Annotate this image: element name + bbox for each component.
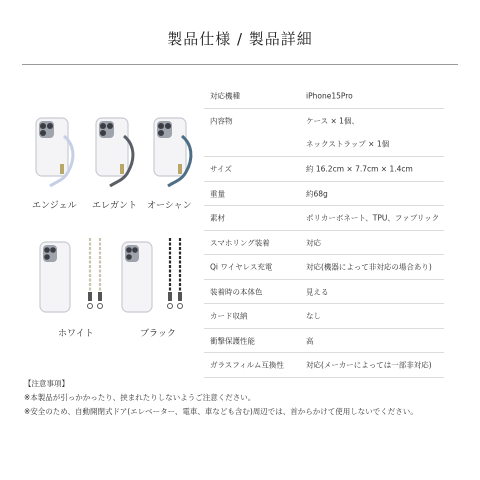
spec-row <box>204 280 444 304</box>
spec-value: 高 <box>306 336 314 345</box>
variant-label-elegant: エレガント <box>92 201 138 211</box>
case-ocean-image <box>152 116 198 190</box>
spec-row <box>204 109 444 132</box>
spec-value: 約 16.2cm × 7.7cm × 1.4cm <box>306 164 413 174</box>
spec-row <box>204 157 444 182</box>
strap-white-image <box>84 236 106 316</box>
case-angel-image <box>34 116 80 190</box>
spec-row <box>204 231 444 255</box>
spec-value: ポリカーボネート、TPU、ファブリック <box>306 213 440 223</box>
strap-black-image <box>164 236 186 316</box>
spec-key: スマホリング装着 <box>210 238 270 247</box>
spec-key: カード収納 <box>210 311 248 321</box>
spec-row <box>204 255 444 280</box>
spec-key: 衝撃保護性能 <box>210 336 255 345</box>
spec-key: 重量 <box>210 189 225 198</box>
spec-table <box>204 84 444 378</box>
spec-key: サイズ <box>210 164 232 174</box>
spec-key: ガラスフィルム互換性 <box>210 360 284 370</box>
variant-label-angel: エンジェル <box>32 201 77 211</box>
spec-value: 対応(機器によって非対応の場合あり) <box>306 262 432 272</box>
spec-row <box>204 329 444 353</box>
spec-value: なし <box>306 311 321 321</box>
spec-key: 素材 <box>210 213 225 223</box>
spec-row <box>204 84 444 109</box>
variant-label-black: ブラック <box>140 329 176 339</box>
notes-heading: 【注意事項】 <box>24 379 69 388</box>
spec-value: 約68g <box>306 189 328 198</box>
variant-label-ocean: オーシャン <box>147 201 192 211</box>
spec-key: 装着時の本体色 <box>210 287 263 296</box>
spec-row <box>204 132 444 157</box>
spec-key: 内容物 <box>210 116 233 125</box>
spec-value: iPhone15Pro <box>306 91 353 101</box>
spec-key: 対応機種 <box>210 91 240 101</box>
notes-section <box>24 377 418 419</box>
spec-row <box>204 353 444 378</box>
case-white-image <box>38 240 72 316</box>
spec-row <box>204 182 444 206</box>
spec-row <box>204 206 444 231</box>
spec-value: ネックストラップ × 1個 <box>306 139 390 149</box>
spec-row <box>204 304 444 329</box>
spec-key: Qi ワイヤレス充電 <box>210 262 273 272</box>
title-divider <box>22 64 458 65</box>
notes-line: ※本製品が引っかかったり、挟まれたりしないようご注意ください。 <box>24 393 256 402</box>
case-elegant-image <box>94 116 140 190</box>
spec-value: ケース × 1個、 <box>306 116 359 125</box>
spec-value: 見える <box>306 287 329 296</box>
spec-value: 対応(メーカーによっては一部非対応) <box>306 360 432 370</box>
spec-value: 対応 <box>306 238 321 247</box>
page-title: 製品仕様 / 製品詳細 <box>167 30 313 48</box>
notes-line: ※安全のため、自動開閉式ドア(エレベーター、電車、車なども含む)周辺では、首からかけて使用しないでください。 <box>24 407 418 416</box>
variant-label-white: ホワイト <box>58 329 94 339</box>
case-black-image <box>120 240 154 316</box>
